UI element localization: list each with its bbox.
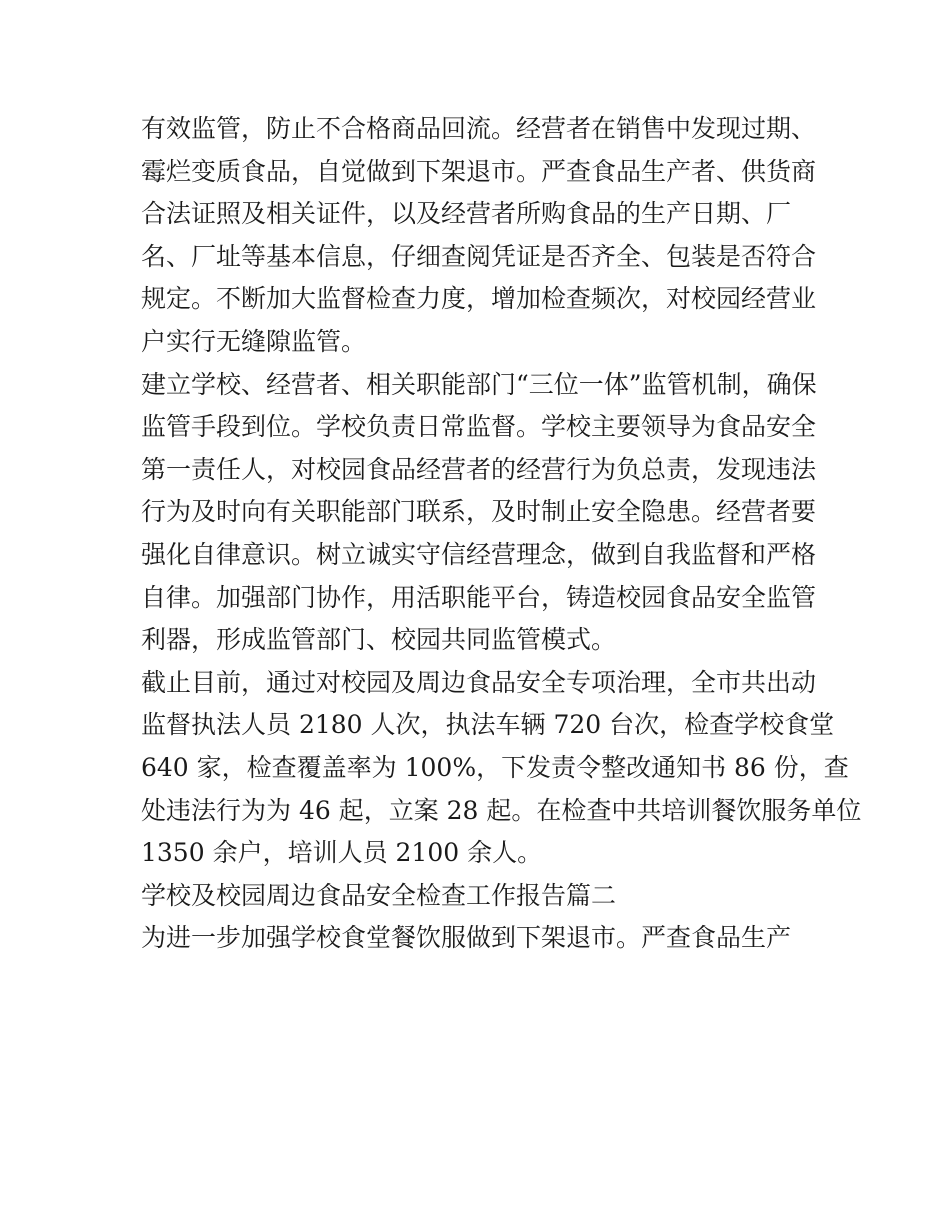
text-line: 强化自律意识。树立诚实守信经营理念，做到自我监督和严格 <box>141 539 817 569</box>
document-body <box>141 108 862 960</box>
text-line: 霉烂变质食品，自觉做到下架退市。严查食品生产者、供货商 <box>141 156 817 186</box>
text-line: 户实行无缝隙监管。 <box>141 326 367 356</box>
text-line: 第一责任人，对校园食品经营者的经营行为负总责，发现违法 <box>141 454 817 484</box>
text-line: 处违法行为为 46 起，立案 28 起。在检查中共培训餐饮服务单位 <box>141 795 862 825</box>
text-line: 自律。加强部门协作，用活职能平台，铸造校园食品安全监管 <box>141 582 817 612</box>
text-line: 合法证照及相关证件，以及经营者所购食品的生产日期、厂 <box>141 199 792 229</box>
text-line: 建立学校、经营者、相关职能部门“三位一体”监管机制，确保 <box>141 369 817 399</box>
text-line: 利器，形成监管部门、校园共同监管模式。 <box>141 625 617 655</box>
text-line: 640 家，检查覆盖率为 100%，下发责令整改通知书 86 份，查 <box>141 752 849 782</box>
text-line: 有效监管，防止不合格商品回流。经营者在销售中发现过期、 <box>141 114 817 143</box>
text-line: 规定。不断加大监督检查力度，增加检查频次，对校园经营业 <box>141 284 817 314</box>
text-line: 名、厂址等基本信息，仔细查阅凭证是否齐全、包装是否符合 <box>141 241 817 271</box>
text-line: 监督执法人员 2180 人次，执法车辆 720 台次，检查学校食堂 <box>141 710 835 740</box>
text-line: 监管手段到位。学校负责日常监督。学校主要领导为食品安全 <box>141 412 817 442</box>
text-line: 行为及时向有关职能部门联系，及时制止安全隐患。经营者要 <box>141 497 817 527</box>
section-heading: 学校及校园周边食品安全检查工作报告篇二 <box>141 880 617 910</box>
text-line: 1350 余户，培训人员 2100 余人。 <box>141 838 543 868</box>
text-line: 为进一步加强学校食堂餐饮服做到下架退市。严查食品生产 <box>141 923 792 953</box>
text-line: 截止目前，通过对校园及周边食品安全专项治理，全市共出动 <box>141 667 817 697</box>
